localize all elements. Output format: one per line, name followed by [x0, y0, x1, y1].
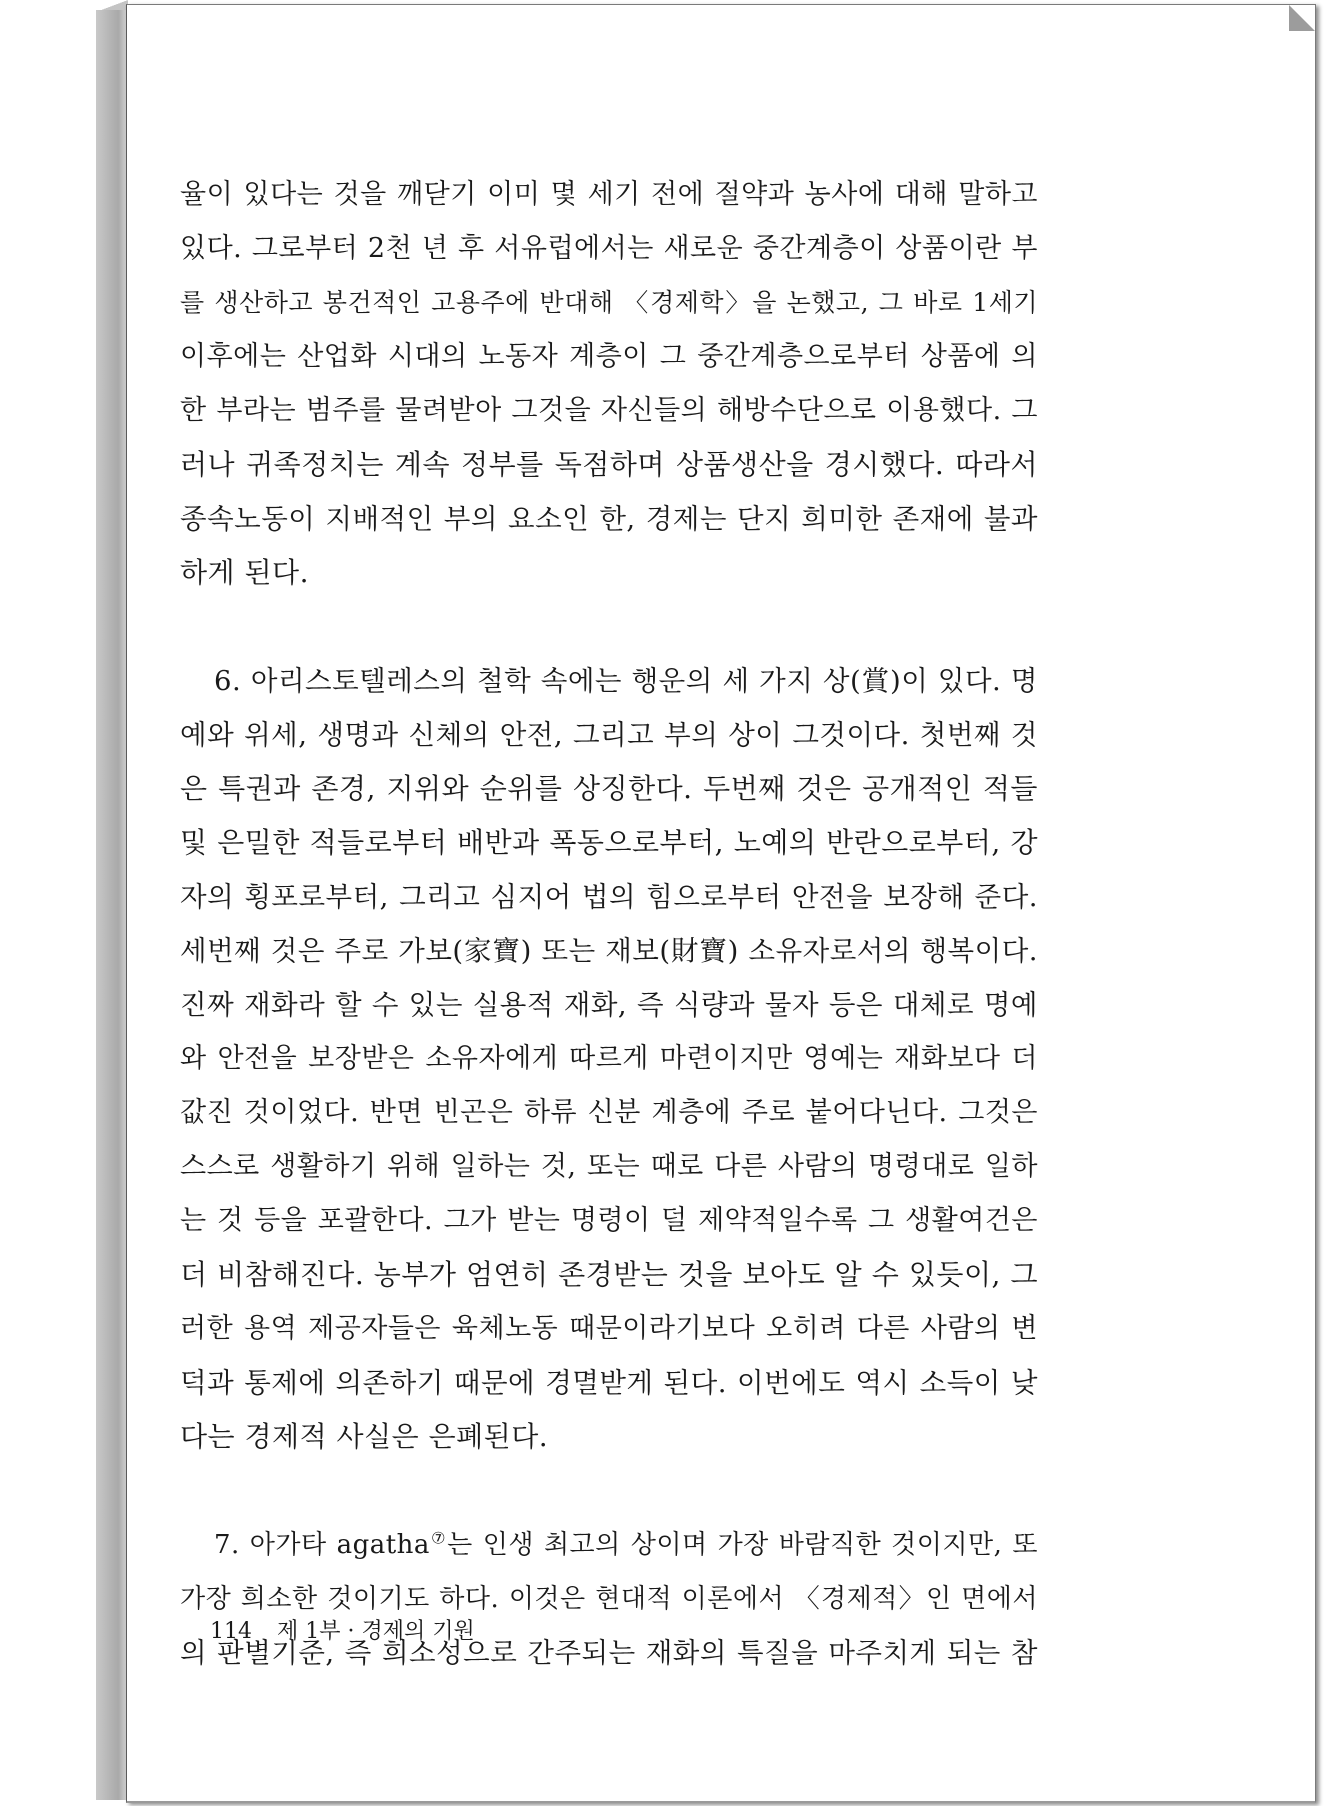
footnote-marker: ⑦ — [429, 1528, 448, 1548]
paragraph-gap — [180, 600, 1038, 654]
text-line: 종속노동이 지배적인 부의 요소인 한, 경제는 단지 희미한 존재에 불과 — [180, 503, 1038, 535]
text-line-indented: 6. 아리스토텔레스의 철학 속에는 행운의 세 가지 상(賞)이 있다. 명 — [214, 665, 1038, 697]
text-line: 와 안전을 보장받은 소유자에게 따르게 마련이지만 영예는 재화보다 더 — [180, 1043, 1038, 1074]
text-line: 의 판별기준, 즉 희소성으로 간주되는 재화의 특질을 마주치게 되는 참 — [180, 1637, 1038, 1669]
text-line: 러나 귀족정치는 계속 정부를 독점하며 상품생산을 경시했다. 따라서 — [180, 448, 1038, 481]
text-line: 은 특권과 존경, 지위와 순위를 상징한다. 두번째 것은 공개적인 적들 — [180, 772, 1038, 805]
page-body-text — [180, 168, 1038, 1680]
paragraph-gap — [180, 1464, 1038, 1518]
paragraph-continuation — [180, 168, 1038, 600]
text-line: 자의 횡포로부터, 그리고 심지어 법의 힘으로부터 안전을 보장해 준다. — [180, 881, 1038, 913]
text-line: 및 은밀한 적들로부터 배반과 폭동으로부터, 노예의 반란으로부터, 강 — [180, 826, 1038, 859]
text-line: 덕과 통제에 의존하기 때문에 경멸받게 된다. 이번에도 역시 소득이 낮 — [180, 1367, 1038, 1399]
text-line: 세번째 것은 주로 가보(家寶) 또는 재보(財寶) 소유자로서의 행복이다. — [180, 935, 1038, 967]
text-line: 진짜 재화라 할 수 있는 실용적 재화, 즉 식량과 물자 등은 대체로 명예 — [180, 989, 1038, 1021]
page-footer — [210, 1614, 475, 1645]
text-line: 는 것 등을 포괄한다. 그가 받는 명령이 덜 제약적일수록 그 생활여건은 — [180, 1205, 1038, 1236]
page-corner-fold — [1289, 5, 1315, 31]
text-line: 스스로 생활하기 위해 일하는 것, 또는 때로 다른 사람의 명령대로 일하 — [180, 1151, 1038, 1182]
text-line: 예와 위세, 생명과 신체의 안전, 그리고 부의 상이 그것이다. 첫번째 것 — [180, 719, 1038, 751]
text-line: 러한 용역 제공자들은 육체노동 때문이라기보다 오히려 다른 사람의 변 — [180, 1313, 1038, 1344]
text-line: 다는 경제적 사실은 은폐된다. — [180, 1420, 549, 1453]
paragraph-7 — [180, 1518, 1038, 1680]
text-line-indented — [180, 1518, 1038, 1572]
text-line: 더 비참해진다. 농부가 엄연히 존경받는 것을 보아도 알 수 있듯이, 그 — [180, 1258, 1038, 1291]
book-spine — [96, 10, 128, 1800]
page-number: 114 — [210, 1619, 252, 1644]
text-line: 있다. 그로부터 2천 년 후 서유럽에서는 새로운 중간계층이 상품이란 부 — [180, 233, 1038, 264]
text-line: 값진 것이었다. 반면 빈곤은 하류 신분 계층에 주로 붙어다닌다. 그것은 — [180, 1097, 1038, 1128]
paragraph-6 — [180, 654, 1038, 1464]
line-start-text: 7. 아가타 agatha — [214, 1530, 430, 1560]
text-line: 하게 된다. — [180, 556, 309, 589]
running-footer-title: 제 1부 · 경제의 기원 — [277, 1619, 475, 1644]
line-end-text: 는 인생 최고의 상이며 가장 바람직한 것이지만, 또 — [447, 1530, 1038, 1560]
text-line: 한 부라는 범주를 물려받아 그것을 자신들의 해방수단으로 이용했다. 그 — [180, 395, 1038, 426]
text-line: 율이 있다는 것을 깨닫기 이미 몇 세기 전에 절약과 농사에 대해 말하고 — [180, 179, 1038, 210]
text-line: 를 생산하고 봉건적인 고용주에 반대해 〈경제학〉을 논했고, 그 바로 1세기 — [180, 288, 1038, 317]
text-line: 가장 희소한 것이기도 하다. 이것은 현대적 이론에서 〈경제적〉인 면에서 — [180, 1584, 1038, 1614]
text-line: 이후에는 산업화 시대의 노동자 계층이 그 중간계층으로부터 상품에 의 — [180, 341, 1038, 372]
